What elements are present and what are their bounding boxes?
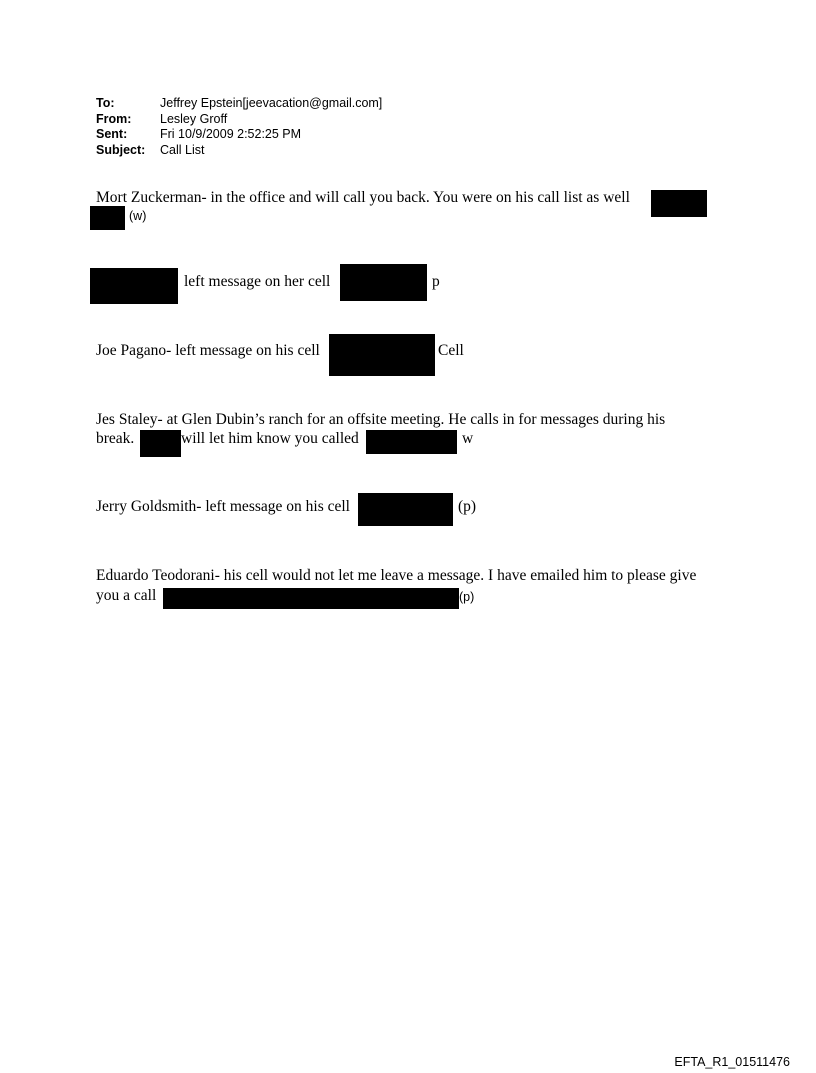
sent-value: Fri 10/9/2009 2:52:25 PM — [160, 127, 302, 141]
to-value: Jeffrey Epstein[jeevacation@gmail.com] — [160, 96, 383, 110]
redaction-box — [140, 430, 181, 457]
subject-label: Subject: — [96, 142, 146, 157]
goldsmith-text: Jerry Goldsmith- left message on his cell — [96, 498, 350, 515]
redaction-box — [90, 206, 125, 230]
staley-line2a: break. — [96, 430, 135, 447]
subject-value: Call List — [160, 142, 205, 157]
email-header — [96, 96, 382, 158]
pagano-text: Joe Pagano- left message on his cell — [96, 342, 320, 359]
redaction-box — [651, 190, 707, 217]
to-label: To: — [96, 96, 115, 110]
staley-suffix: w — [462, 430, 474, 447]
sent-label: Sent: — [96, 127, 128, 141]
teodorani-line2: you a call — [96, 587, 157, 604]
pagano-suffix: Cell — [438, 342, 464, 359]
teodorani-suffix: (p) — [459, 590, 475, 604]
cell-message-suffix: p — [432, 273, 440, 290]
redaction-box — [163, 588, 459, 609]
redaction-box — [90, 268, 178, 304]
from-label: From: — [96, 111, 132, 126]
document-id: EFTA_R1_01511476 — [674, 1055, 790, 1069]
teodorani-line1: Eduardo Teodorani- his cell would not let me leave a message. I have emailed him to please give — [96, 567, 697, 584]
redaction-box — [358, 493, 453, 526]
redaction-box — [329, 334, 435, 376]
to-row — [96, 96, 382, 112]
subject-row — [96, 143, 382, 159]
zuckerman-text: Mort Zuckerman- in the office and will call you back. You were on his call list as well — [96, 189, 630, 206]
staley-line1: Jes Staley- at Glen Dubin’s ranch for an offsite meeting. He calls in for messages during his — [96, 411, 666, 428]
cell-message-text: left message on her cell — [184, 273, 331, 290]
staley-line2b: will let him know you called — [181, 430, 359, 447]
from-value: Lesley Groff — [160, 111, 228, 126]
redaction-box — [366, 430, 457, 454]
from-row — [96, 112, 382, 128]
zuckerman-suffix: (w) — [129, 209, 147, 223]
redaction-box — [340, 264, 427, 301]
sent-row — [96, 127, 382, 143]
goldsmith-suffix: (p) — [458, 498, 477, 515]
